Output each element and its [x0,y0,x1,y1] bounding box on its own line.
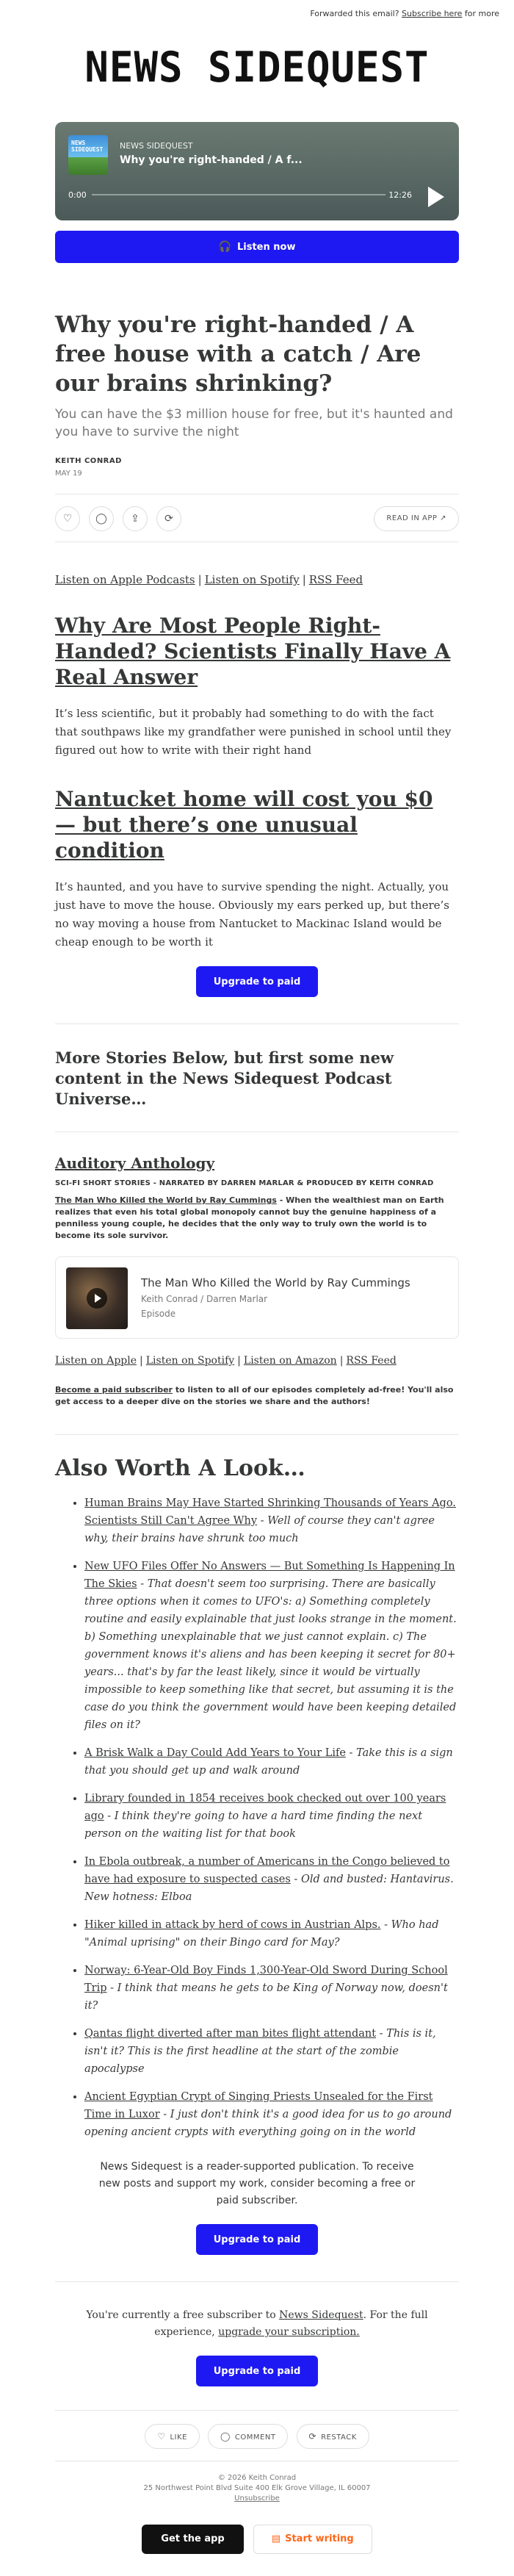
forwarded-bar: Forwarded this email? Subscribe here for more [310,9,499,18]
story-link[interactable]: Human Brains May Have Started Shrinking Thousands of Years Ago. Scientists Still Can't Agree Why [84,1497,456,1527]
feed-links: Listen on Apple Podcasts | Listen on Spotify | RSS Feed [55,573,363,586]
app-buttons [55,2525,459,2576]
paid-subscriber-note: Become a paid subscriber to listen to all of our episodes completely ad-free! You'll also get access to a deeper dive on the stories we share and the authors! [55,1385,454,1406]
episode-card-kind: Episode [141,1309,176,1319]
podcast-section-heading: More Stories Below, but first some new content in the News Sidequest Podcast Universe… [55,1048,394,1108]
list-item: • A Brisk Walk a Day Could Add Years to Your Life - Take this is a sign that you should get up and walk around [84,1744,459,1780]
audio-player[interactable] [55,122,459,220]
story-body-right-handed: It’s less scientific, but it probably had something to do with the fact that southpaws like my grandfather were punished in school until they figured out how to write with their right hand [55,707,452,757]
copyright: © 2026 Keith Conrad [217,2474,297,2482]
subscribe-link[interactable]: Subscribe here [402,9,463,18]
podcast-links: Listen on Apple | Listen on Spotify | Listen on Amazon | RSS Feed [55,1355,397,1367]
comment-icon[interactable]: ◯ [89,506,114,531]
list-item: • Qantas flight diverted after man bites flight attendant - This is it, isn't it? This is the first headline at the start of the zombie apocalypse [84,2025,459,2078]
episode-artwork[interactable] [66,1267,128,1329]
comment-button[interactable]: ◯ COMMENT [208,2424,288,2449]
listen-now-button[interactable]: 🎧 Listen now [55,231,459,263]
footer-info [55,2473,459,2504]
unsubscribe-link[interactable]: Unsubscribe [234,2494,280,2503]
episode-link[interactable]: The Man Who Killed the World by Ray Cummings [55,1195,277,1205]
story-link[interactable]: Hiker killed in attack by herd of cows in Austrian Alps. [84,1919,381,1931]
post-title[interactable]: Why you're right-handed / A free house with a catch / Are our brains shrinking? [55,312,421,397]
episode-card-authors: Keith Conrad / Darren Marlar [141,1294,268,1304]
story-link[interactable]: Library founded in 1854 receives book checked out over 100 years ago [84,1793,446,1822]
author-name[interactable]: KEITH CONRAD [55,457,122,465]
spotify-link[interactable]: Listen on Spotify [204,573,300,586]
story-headline-right-handed[interactable]: Why Are Most People Right-Handed? Scientists Finally Have A Real Answer [55,614,451,689]
listen-spotify-link[interactable]: Listen on Spotify [145,1355,235,1367]
player-time-start: 0:00 [68,190,87,200]
podcast-show-title[interactable]: Auditory Anthology [55,1154,215,1172]
podcast-credits: SCI-FI SHORT STORIES - NARRATED BY DARREN MARLAR & PRODUCED BY KEITH CONRAD [55,1179,434,1187]
upgrade-subscription-link[interactable]: upgrade your subscription. [218,2326,360,2338]
podcast-blurb: The Man Who Killed the World by Ray Cummings - When the wealthiest man on Earth realizes that even his total global monopoly cannot buy the genuine happiness of a penniless young couple, he decides that the only way to truly own the world is to become its sole survivor. [55,1195,444,1240]
list-item: • Hiker killed in attack by herd of cows in Austrian Alps. - Who had "Animal uprising" on their Bingo card for May? [84,1916,459,1951]
heart-icon: ♡ [157,2431,166,2442]
podcast-rss-link[interactable]: RSS Feed [346,1355,397,1367]
cover-text: NEWS SIDEQUEST [71,140,104,153]
restack-icon[interactable]: ⟳ [156,506,181,531]
player-episode-title: Why you're right-handed / A f... [120,154,303,166]
brand-logo[interactable]: NEWS SIDEQUEST [84,43,430,92]
read-in-app-button[interactable]: READ IN APP ↗ [374,506,459,531]
list-item: • New UFO Files Offer No Answers — But Something Is Happening In The Skies - That doesn't seem too surprising. There are basically three options when it comes to UFO's: a) Something completely routine and easily explainable that just looks strange in the moment. b) Something unexplainable that we just cannot explain. c) The government knows it's aliens and has been keeping it secret for 80+ years... that's by far the least likely, since it would be virtually impossible to keep something like that secret, but assuming it is the case do you think the government would have been keeping detailed files on it? [84,1558,459,1734]
play-icon[interactable] [428,187,444,207]
story-link[interactable]: A Brisk Walk a Day Could Add Years to Your Life [84,1747,346,1759]
apple-podcasts-link[interactable]: Listen on Apple Podcasts [55,573,195,586]
list-item: • In Ebola outbreak, a number of Americans in the Congo believed to have had exposure to suspected cases - Old and busted: Hantavirus. New hotness: Elboa [84,1853,459,1906]
post-date: MAY 19 [55,469,82,478]
post-actions [55,494,459,542]
footer-actions [55,2410,459,2461]
podcast-cover [68,135,108,175]
start-writing-button[interactable]: ▤ Start writing [253,2525,372,2554]
list-item: • Norway: 6-Year-Old Boy Finds 1,300-Year-Old Sword During School Trip - I think that means he gets to be King of Norway now, doesn't it? [84,1962,459,2015]
listen-amazon-link[interactable]: Listen on Amazon [243,1355,337,1367]
upgrade-button[interactable]: Upgrade to paid [196,2356,319,2386]
free-subscriber-note: You're currently a free subscriber to News Sidequest. For the full experience, upgrade your subscription. [86,2309,428,2338]
substack-icon: ▤ [271,2533,281,2544]
also-worth-heading: Also Worth A Look… [55,1456,305,1481]
story-link[interactable]: Ancient Egyptian Crypt of Singing Priests Unsealed for the First Time in Luxor [84,2091,433,2120]
share-icon[interactable]: ⇪ [123,506,148,531]
like-button[interactable]: ♡ LIKE [145,2424,200,2449]
divider [55,2281,459,2282]
list-item: • Library founded in 1854 receives book checked out over 100 years ago - I think they're going to have a hard time finding the next person on the waiting list for that book [84,1790,459,1843]
list-item: • Human Brains May Have Started Shrinking Thousands of Years Ago. Scientists Still Can't Agree Why - Well of course they can't agree why, their brains have shrunk too much [84,1494,459,1547]
external-arrow-icon: ↗ [440,514,446,522]
story-list [55,1494,459,2141]
masthead[interactable] [0,22,514,116]
list-item: • Ancient Egyptian Crypt of Singing Priests Unsealed for the First Time in Luxor - I just don't think it's a good idea for us to go around opening ancient crypts with everything going on in the world [84,2088,459,2141]
publication-link[interactable]: News Sidequest [279,2309,363,2321]
story-link[interactable]: Qantas flight diverted after man bites flight attendant [84,2028,377,2040]
restack-icon: ⟳ [308,2431,317,2442]
headphones-icon: 🎧 [218,241,231,253]
upgrade-button[interactable]: Upgrade to paid [196,966,319,997]
address: 25 Northwest Point Blvd Suite 400 Elk Grove Village, IL 60007 [143,2484,371,2492]
episode-card[interactable] [55,1256,459,1339]
player-progress-bar[interactable] [92,194,386,195]
upgrade-button[interactable]: Upgrade to paid [196,2224,319,2255]
post-subtitle: You can have the $3 million house for free, but it's haunted and you have to survive the night [55,407,453,439]
player-time-end: 12:26 [388,190,412,200]
become-paid-link[interactable]: Become a paid subscriber [55,1385,173,1395]
support-text: News Sidequest is a reader-supported publication. To receive new posts and support my work, consider becoming a free or paid subscriber. [98,2161,416,2206]
story-body-nantucket: It’s haunted, and you have to survive spending the night. Actually, you just have to move the house. Obviously my ears perked up, but there’s no way moving a house from Nantucket to Mackinac Island would be cheap enough to be worth it [55,880,449,949]
restack-button[interactable]: ⟳ RESTACK [297,2424,369,2449]
rss-link[interactable]: RSS Feed [308,573,363,586]
get-app-button[interactable]: Get the app [142,2525,243,2554]
story-link[interactable]: New UFO Files Offer No Answers — But Something Is Happening In The Skies [84,1561,455,1590]
story-link[interactable]: In Ebola outbreak, a number of Americans in the Congo believed to have had exposure to suspected cases [84,1856,450,1885]
heart-icon[interactable]: ♡ [55,506,80,531]
story-link[interactable]: Norway: 6-Year-Old Boy Finds 1,300-Year-Old Sword During School Trip [84,1965,448,1994]
episode-card-title: The Man Who Killed the World by Ray Cummings [141,1276,410,1289]
play-icon[interactable] [87,1288,107,1309]
comment-icon: ◯ [220,2431,231,2442]
story-headline-nantucket[interactable]: Nantucket home will cost you $0 — but there’s one unusual condition [55,787,433,863]
divider [55,1434,459,1435]
player-publication: NEWS SIDEQUEST [120,141,193,151]
divider [55,1023,459,1024]
listen-apple-link[interactable]: Listen on Apple [55,1355,137,1367]
